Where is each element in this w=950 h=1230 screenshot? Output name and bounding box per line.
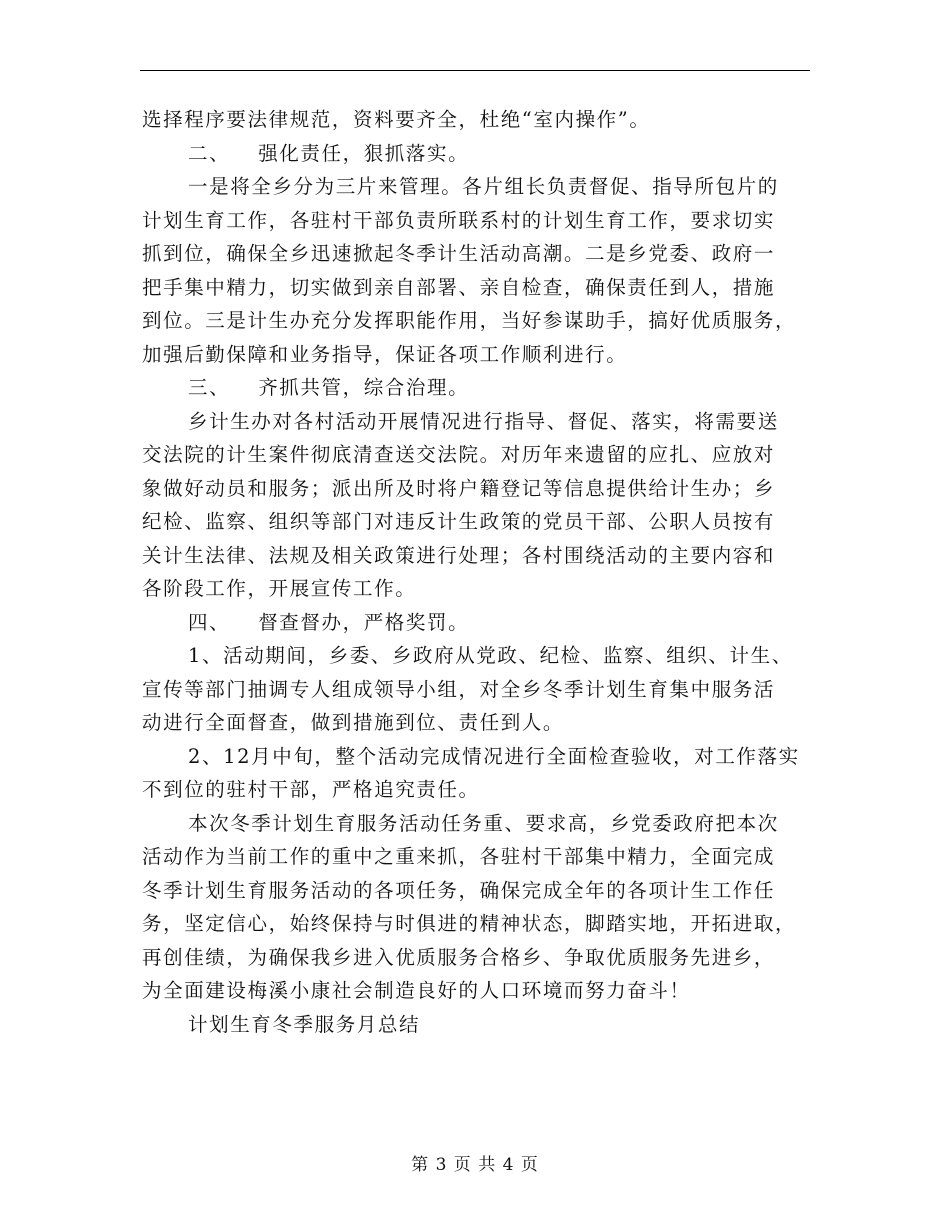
paragraph-line: 选择程序要法律规范，资料要齐全，杜绝“室内操作”。	[142, 108, 651, 131]
closing-title: 计划生育冬季服务月总结	[188, 1012, 421, 1036]
section-title: 强化责任，狠抓落实。	[258, 141, 470, 165]
paragraph-line: 加强后勤保障和业务指导，保证各项工作顺利进行。	[142, 342, 628, 366]
paragraph-line: 活动作为当前工作的重中之重来抓，各驻村干部集中精力，全面完成	[142, 845, 776, 868]
section-number: 四、	[188, 610, 231, 634]
paragraph-line: 计划生育工作，各驻村干部负责所联系村的计划生育工作，要求切实	[142, 208, 776, 232]
section-heading	[142, 371, 812, 405]
paragraph-line: 一是将全乡分为三片来管理。各片组长负责督促、指导所包片的	[188, 175, 779, 198]
document-body	[142, 103, 812, 1041]
paragraph-line: 抓到位，确保全乡迅速掀起冬季计生活动高潮。二是乡党委、政府一	[142, 242, 776, 265]
paragraph-line: 把手集中精力，切实做到亲自部署、亲自检查，确保责任到人，措施	[142, 275, 776, 299]
paragraph-line: 象做好动员和服务；派出所及时将户籍登记等信息提供给计生办；乡	[142, 476, 776, 500]
paragraph-line: 到位。三是计生办充分发挥职能作用，当好参谋助手，搞好优质服务，	[142, 309, 797, 332]
paragraph-line: 2、12月中旬，整个活动完成情况进行全面检查验收，对工作落实	[188, 744, 800, 768]
header-rule	[140, 70, 810, 71]
paragraph-line: 1、活动期间，乡委、乡政府从党政、纪检、监察、组织、计生、	[188, 644, 793, 667]
paragraph-line: 各阶段工作，开展宣传工作。	[142, 577, 417, 600]
paragraph-line: 为全面建设梅溪小康社会制造良好的人口环境而努力奋斗！	[142, 979, 691, 1002]
paragraph-line: 关计生法律、法规及相关政策进行处理；各村围绕活动的主要内容和	[142, 543, 776, 567]
paragraph-line: 冬季计划生育服务活动的各项任务，确保完成全年的各项计生工作任	[142, 878, 776, 902]
paragraph-line: 纪检、监察、组织等部门对违反计生政策的党员干部、公职人员按有	[142, 510, 776, 533]
paragraph-line: 乡计生办对各村活动开展情况进行指导、督促、落实，将需要送	[188, 409, 779, 433]
paragraph-line: 动进行全面督查，做到措施到位、责任到人。	[142, 711, 565, 734]
paragraph-line: 本次冬季计划生育服务活动任务重、要求高，乡党委政府把本次	[188, 811, 779, 835]
paragraph-line: 宣传等部门抽调专人组成领导小组，对全乡冬季计划生育集中服务活	[142, 677, 776, 701]
section-number: 三、	[188, 376, 231, 399]
section-heading	[142, 137, 812, 171]
section-title: 齐抓共管，综合治理。	[258, 376, 470, 399]
page-footer: 第 3 页 共 4 页	[411, 1155, 539, 1175]
paragraph-line: 务，坚定信心，始终保持与时俱进的精神状态，脚踏实地，开拓进取，	[142, 912, 797, 935]
paragraph-line: 再创佳绩，为确保我乡进入优质服务合格乡、争取优质服务先进乡，	[142, 945, 776, 969]
section-number: 二、	[188, 141, 231, 165]
paragraph-line: 不到位的驻村干部，严格追究责任。	[142, 778, 480, 801]
section-heading	[142, 606, 812, 640]
paragraph-line: 交法院的计生案件彻底清查送交法院。对历年来遗留的应扎、应放对	[142, 443, 776, 466]
section-title: 督查督办，严格奖罚。	[258, 610, 470, 634]
